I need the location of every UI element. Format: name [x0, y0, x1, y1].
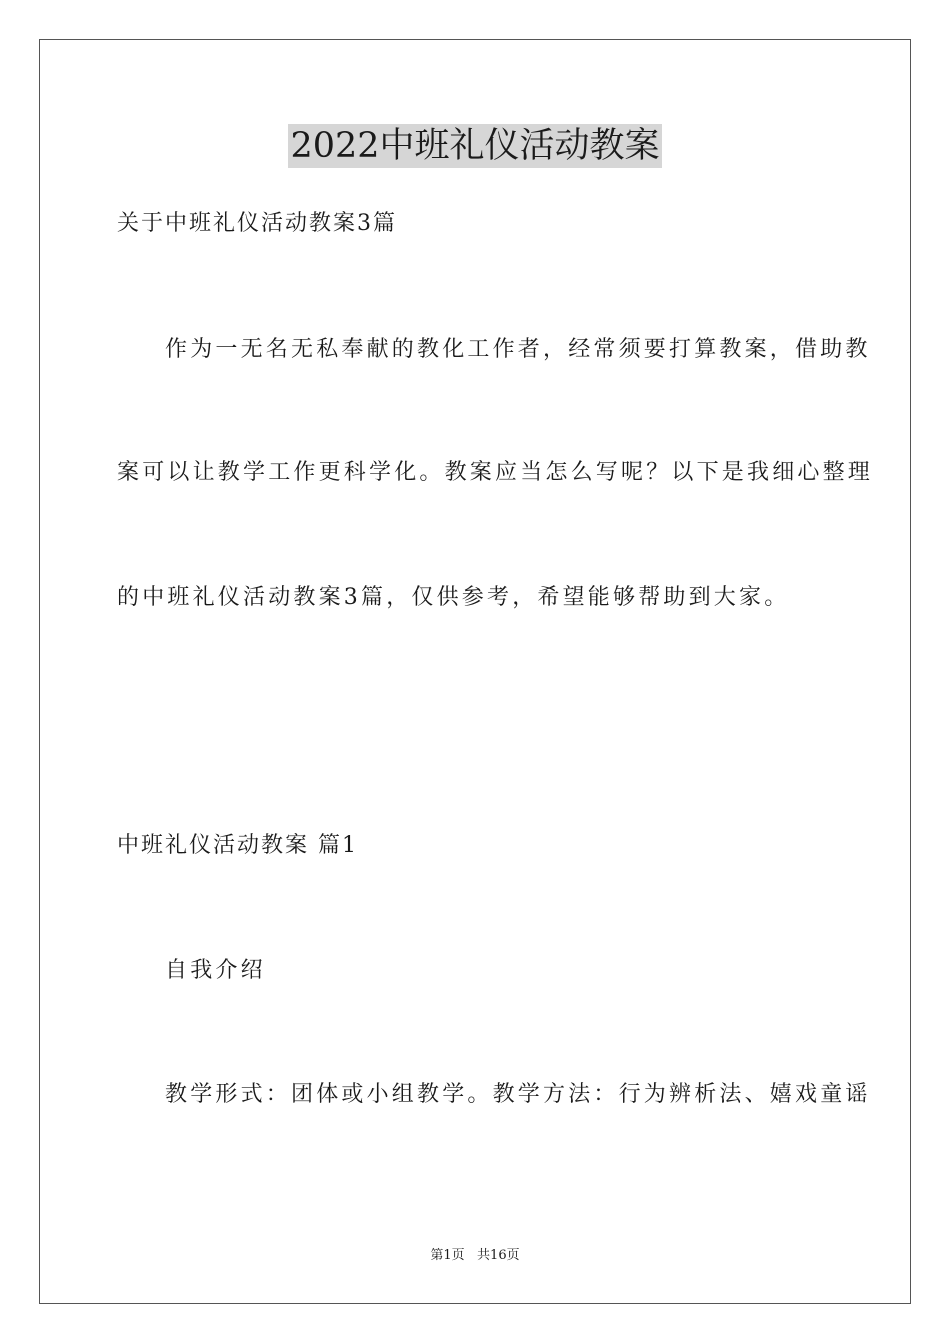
title-container [0, 124, 950, 168]
page-number-footer: 第1页 共16页 [430, 1248, 520, 1263]
intro-paragraph-line-3: 的中班礼仪活动教案3篇，仅供参考，希望能够帮助到大家。 [117, 585, 790, 610]
document-title: 2022中班礼仪活动教案 [290, 126, 660, 166]
body-text-line: 教学形式：团体或小组教学。教学方法：行为辨析法、嬉戏童谣 [165, 1082, 871, 1107]
document-subtitle: 关于中班礼仪活动教案3篇 [117, 211, 397, 236]
intro-paragraph-line-1: 作为一无名无私奉献的教化工作者，经常须要打算教案，借助教 [165, 337, 871, 362]
intro-paragraph-line-2: 案可以让教学工作更科学化。教案应当怎么写呢？以下是我细心整理 [117, 460, 874, 485]
section-subheading: 自我介绍 [165, 958, 266, 983]
section-heading: 中班礼仪活动教案 篇1 [117, 833, 358, 858]
